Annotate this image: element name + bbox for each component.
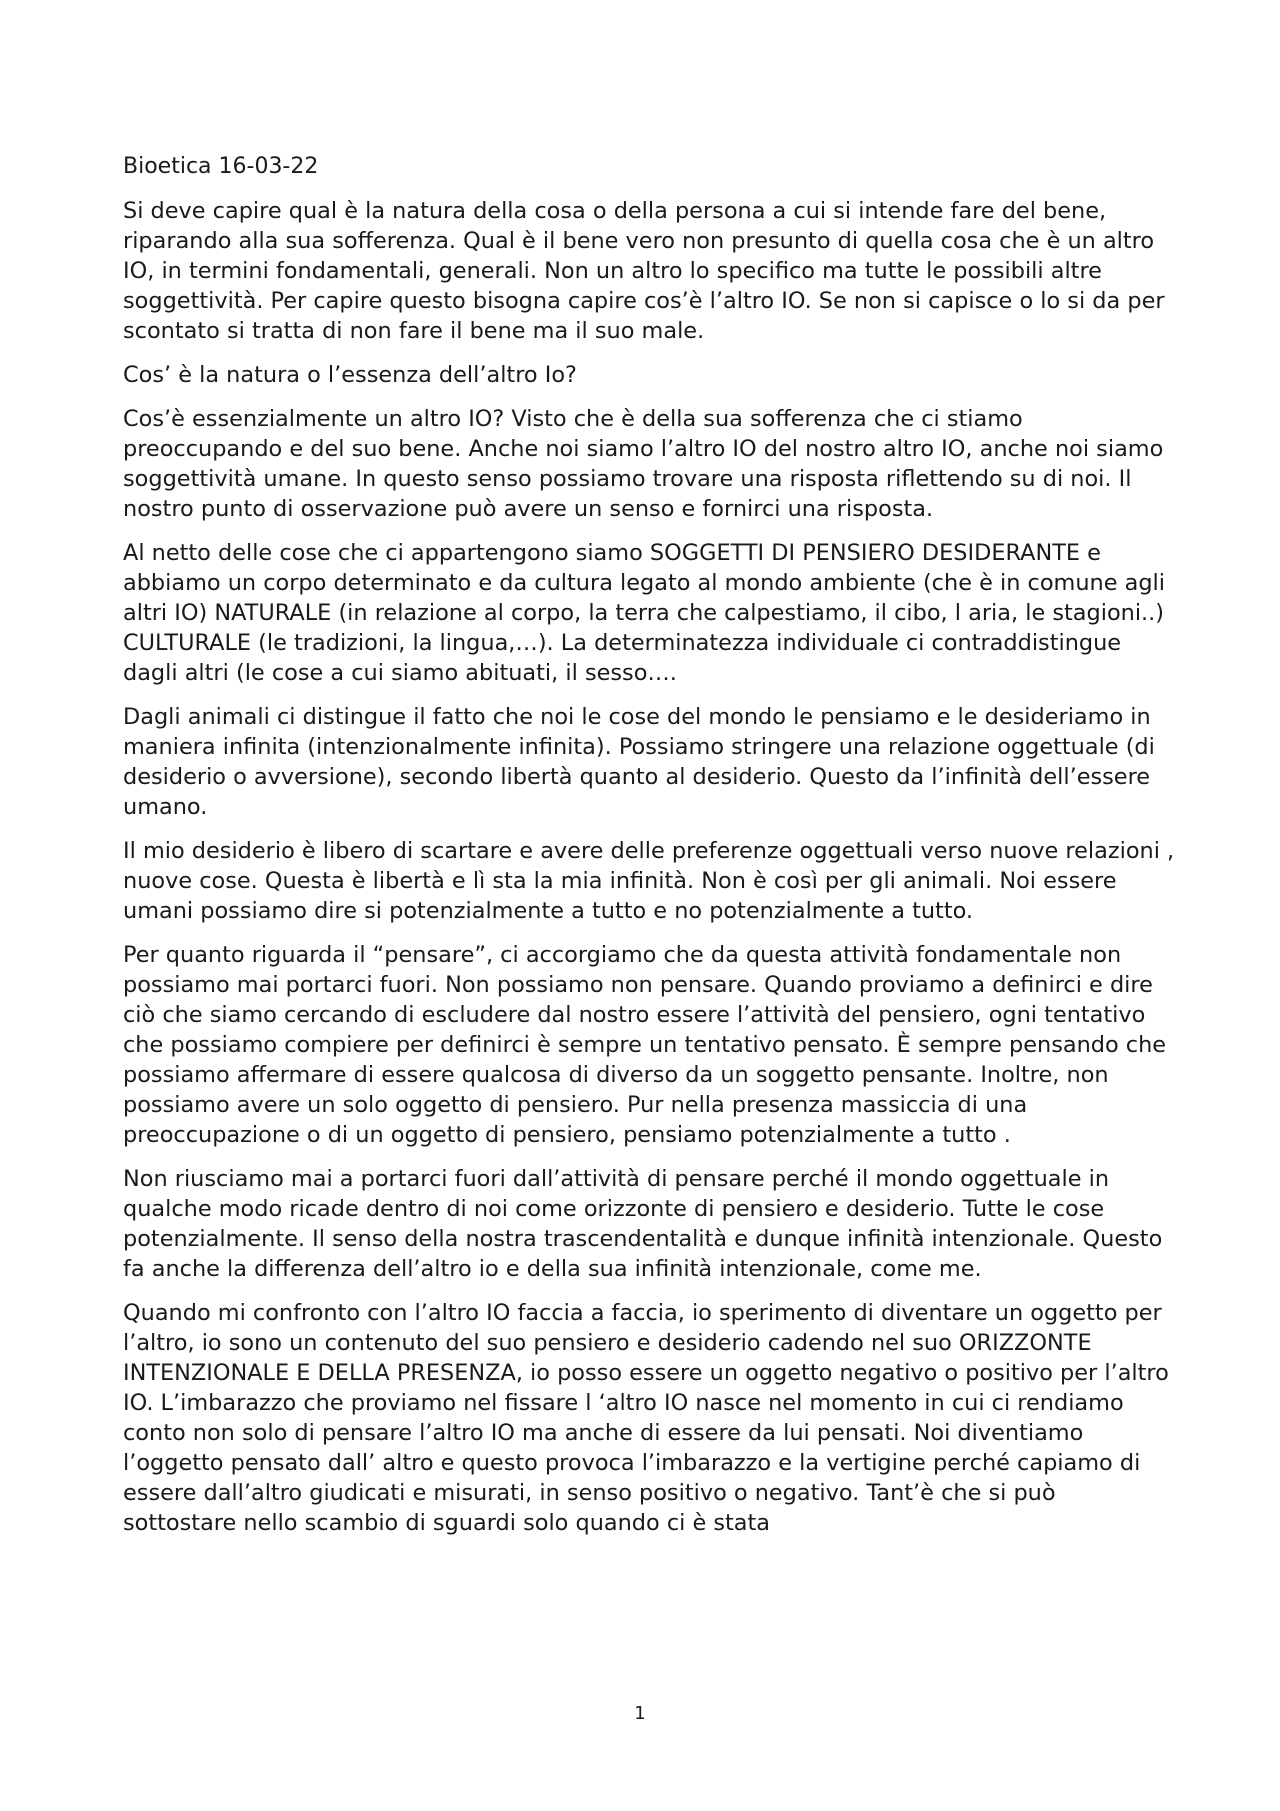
page-number: 1 [634, 1703, 646, 1724]
paragraph: Non riusciamo mai a portarci fuori dall’attività di pensare perché il mondo oggettuale in qualche modo ricade dentro di noi come orizzonte di pensiero e desiderio. Tutte le cose potenzialmente. Il senso della nostra trascendentalità e dunque infinità intenzionale. Questo fa anche la differenza dell’altro io e della sua infinità intenzionale, come me. [123, 1166, 1163, 1282]
paragraph: Per quanto riguarda il “pensare”, ci accorgiamo che da questa attività fondamentale non possiamo mai portarci fuori. Non possiamo non pensare. Quando proviamo a definirci e dire ciò che siamo cercando di escludere dal nostro essere l’attività del pensiero, ogni tentativo che possiamo compiere per definirci è sempre un tentativo pensato. È sempre pensando che possiamo affermare di essere qualcosa di diverso da un soggetto pensante. Inoltre, non possiamo avere un solo oggetto di pensiero. Pur nella presenza massiccia di una preoccupazione o di un oggetto di pensiero, pensiamo potenzialmente a tutto . [123, 942, 1167, 1148]
paragraph: Al netto delle cose che ci appartengono siamo SOGGETTI DI PENSIERO DESIDERANTE e abbiamo un corpo determinato e da cultura legato al mondo ambiente (che è in comune agli altri IO) NATURALE (in relazione al corpo, la terra che calpestiamo, il cibo, l aria, le stagioni..) CULTURALE (le tradizioni, la lingua,…). La determinatezza individuale ci contraddistingue dagli altri (le cose a cui siamo abituati, il sesso…. [123, 540, 1165, 686]
document-page [123, 152, 1175, 1552]
paragraph: Il mio desiderio è libero di scartare e avere delle preferenze oggettuali verso nuove relazioni , nuove cose. Questa è libertà e lì sta la mia infinità. Non è così per gli animali. Noi essere umani possiamo dire si potenzialmente a tutto e no potenzialmente a tutto. [123, 838, 1175, 924]
document-title: Bioetica 16-03-22 [123, 154, 319, 179]
paragraph: Quando mi confronto con l’altro IO faccia a faccia, io sperimento di diventare un oggetto per l’altro, io sono un contenuto del suo pensiero e desiderio cadendo nel suo ORIZZONTE INTENZIONALE E DELLA PRESENZA, io posso essere un oggetto negativo o positivo per l’altro IO. L’imbarazzo che proviamo nel fissare l ‘altro IO nasce nel momento in cui ci rendiamo conto non solo di pensare l’altro IO ma anche di essere da lui pensati. Noi diventiamo l’oggetto pensato dall’ altro e questo provoca l’imbarazzo e la vertigine perché capiamo di essere dall’altro giudicati e misurati, in senso positivo o negativo. Tant’è che si può sottostare nello scambio di sguardi solo quando ci è stata [123, 1300, 1169, 1536]
paragraph: Cos’è essenzialmente un altro IO? Visto che è della sua sofferenza che ci stiamo preoccupando e del suo bene. Anche noi siamo l’altro IO del nostro altro IO, anche noi siamo soggettività umane. In questo senso possiamo trovare una risposta riflettendo su di noi. Il nostro punto di osservazione può avere un senso e fornirci una risposta. [123, 406, 1164, 522]
paragraph: Dagli animali ci distingue il fatto che noi le cose del mondo le pensiamo e le desideriamo in maniera infinita (intenzionalmente infinita). Possiamo stringere una relazione oggettuale (di desiderio o avversione), secondo libertà quanto al desiderio. Questo da l’infinità dell’essere umano. [123, 704, 1155, 820]
paragraph: Cos’ è la natura o l’essenza dell’altro Io? [123, 362, 577, 388]
paragraph: Si deve capire qual è la natura della cosa o della persona a cui si intende fare del bene, riparando alla sua sofferenza. Qual è il bene vero non presunto di quella cosa che è un altro IO, in termini fondamentali, generali. Non un altro lo specifico ma tutte le possibili altre soggettività. Per capire questo bisogna capire cos’è l’altro IO. Se non si capisce o lo si da per scontato si tratta di non fare il bene ma il suo male. [123, 198, 1165, 344]
